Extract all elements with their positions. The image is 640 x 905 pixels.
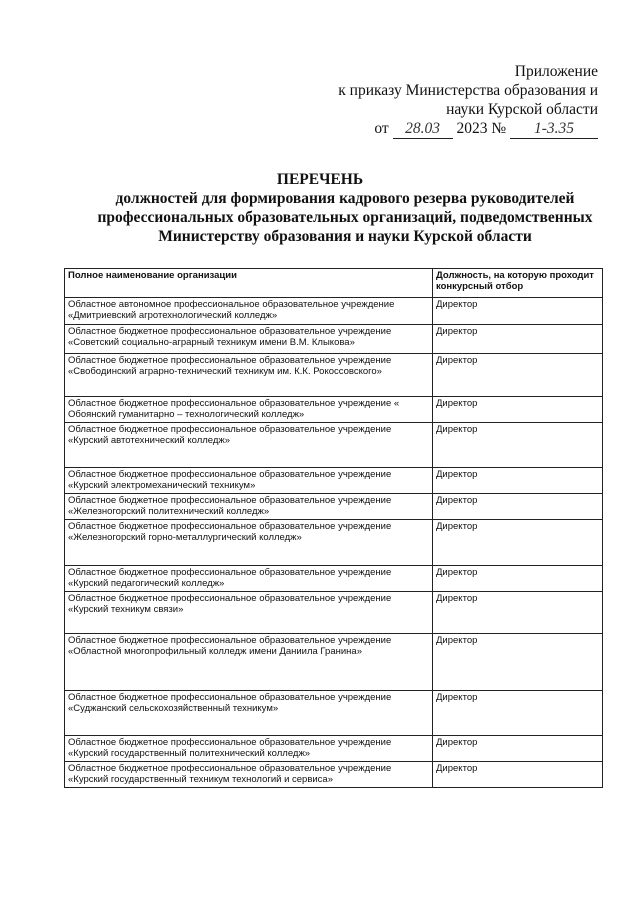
table-row bbox=[65, 592, 603, 634]
organization-cell: Областное бюджетное профессиональное образовательное учреждение « Обоянский гуманитарно – технологический колледж» bbox=[65, 397, 433, 423]
position-cell: Директор bbox=[433, 325, 603, 354]
position-cell: Директор bbox=[433, 468, 603, 494]
handwritten-date: 28.03 bbox=[393, 119, 453, 139]
table-row bbox=[65, 397, 603, 423]
organization-cell: Областное бюджетное профессиональное образовательное учреждение «Свободинский аграрно-технический техникум им. К.К. Рокоссовского» bbox=[65, 354, 433, 397]
table-row bbox=[65, 566, 603, 592]
table-row bbox=[65, 691, 603, 736]
position-cell: Директор bbox=[433, 634, 603, 691]
position-cell: Директор bbox=[433, 762, 603, 788]
organization-cell: Областное бюджетное профессиональное образовательное учреждение «Областной многопрофильный колледж имени Даниила Гранина» bbox=[65, 634, 433, 691]
table-row bbox=[65, 762, 603, 788]
table-row bbox=[65, 298, 603, 325]
table-row bbox=[65, 423, 603, 468]
from-label: от bbox=[374, 120, 389, 137]
organization-cell: Областное бюджетное профессиональное образовательное учреждение «Курский электромеханический техникум» bbox=[65, 468, 433, 494]
position-cell: Директор bbox=[433, 520, 603, 566]
year-number-label: 2023 № bbox=[456, 120, 507, 137]
table-row bbox=[65, 325, 603, 354]
appendix-label: Приложение bbox=[514, 63, 598, 80]
organizations-table bbox=[64, 268, 603, 788]
position-cell: Директор bbox=[433, 423, 603, 468]
position-cell: Директор bbox=[433, 298, 603, 325]
organization-cell: Областное бюджетное профессиональное образовательное учреждение «Курский автотехнический колледж» bbox=[65, 423, 433, 468]
table-row bbox=[65, 468, 603, 494]
order-reference: к приказу Министерства образования и bbox=[338, 82, 598, 99]
position-cell: Директор bbox=[433, 592, 603, 634]
organization-cell: Областное бюджетное профессиональное образовательное учреждение «Железногорский политехнический колледж» bbox=[65, 494, 433, 520]
appendix-header bbox=[338, 62, 598, 139]
position-cell: Директор bbox=[433, 566, 603, 592]
title-line-3: Министерству образования и науки Курской области bbox=[158, 228, 532, 245]
table-row bbox=[65, 634, 603, 691]
organization-cell: Областное бюджетное профессиональное образовательное учреждение «Курский государственный техникум технологий и сервиса» bbox=[65, 762, 433, 788]
organization-cell: Областное бюджетное профессиональное образовательное учреждение «Железногорский горно-металлургический колледж» bbox=[65, 520, 433, 566]
title-heading: ПЕРЕЧЕНЬ bbox=[276, 171, 364, 188]
order-date-number bbox=[338, 119, 598, 139]
table-row bbox=[65, 736, 603, 762]
organization-cell: Областное автономное профессиональное образовательное учреждение «Дмитриевский агротехнологический колледж» bbox=[65, 298, 433, 325]
position-cell: Директор bbox=[433, 397, 603, 423]
ministry-name: науки Курской области bbox=[446, 101, 598, 118]
position-cell: Директор bbox=[433, 494, 603, 520]
title-line-1: должностей для формирования кадрового резерва руководителей bbox=[115, 190, 575, 207]
table-row bbox=[65, 520, 603, 566]
table-row bbox=[65, 494, 603, 520]
document-title bbox=[0, 170, 640, 246]
organization-cell: Областное бюджетное профессиональное образовательное учреждение «Курский государственный политехнический колледж» bbox=[65, 736, 433, 762]
position-cell: Директор bbox=[433, 691, 603, 736]
position-cell: Директор bbox=[433, 736, 603, 762]
organization-cell: Областное бюджетное профессиональное образовательное учреждение «Курский педагогический колледж» bbox=[65, 566, 433, 592]
position-cell: Директор bbox=[433, 354, 603, 397]
column-header-position: Должность, на которую проходит конкурсный отбор bbox=[433, 269, 603, 298]
handwritten-number: 1-3.35 bbox=[510, 119, 598, 139]
organization-cell: Областное бюджетное профессиональное образовательное учреждение «Курский техникум связи» bbox=[65, 592, 433, 634]
organization-cell: Областное бюджетное профессиональное образовательное учреждение «Суджанский сельскохозяйственный техникум» bbox=[65, 691, 433, 736]
table-header-row bbox=[65, 269, 603, 298]
title-line-2: профессиональных образовательных организаций, подведомственных bbox=[97, 209, 593, 226]
table-row bbox=[65, 354, 603, 397]
organization-cell: Областное бюджетное профессиональное образовательное учреждение «Советский социально-аграрный техникум имени В.М. Клыкова» bbox=[65, 325, 433, 354]
column-header-organization: Полное наименование организации bbox=[65, 269, 433, 298]
